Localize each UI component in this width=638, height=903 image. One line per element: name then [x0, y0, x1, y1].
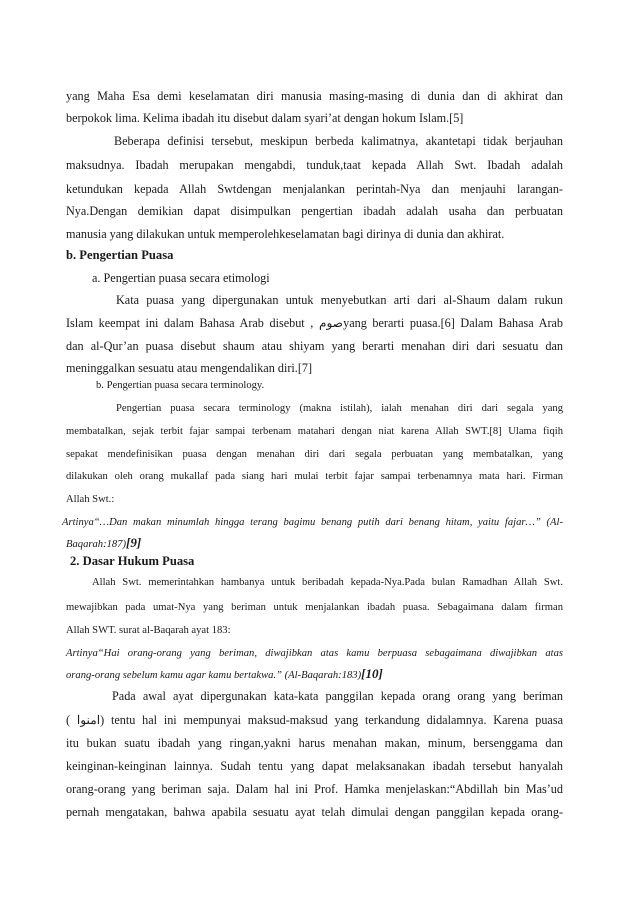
text-line: maksudnya. Ibadah merupakan mengabdi, tunduk,taat kepada Allah Swt. Ibadah adalah [66, 158, 563, 172]
quote-line [66, 666, 563, 684]
paragraph-first-line: Allah Swt. memerintahkan hambanya untuk beribadah kepada-Nya.Pada bulan Ramadhan Allah Swt. [92, 577, 563, 588]
text-line: ( امنوا) tentu hal ini mempunyai maksud-maksud yang terkandung didalamnya. Karena puasa [66, 713, 563, 727]
paragraph-first-line: Kata puasa yang dipergunakan untuk menyebutkan arti dari al-Shaum dalam rukun [116, 293, 563, 307]
section-heading: b. Pengertian Puasa [66, 248, 174, 262]
text-line: Nya.Dengan demikian dapat disimpulkan pengertian ibadah adalah usaha dan perbuatan [66, 204, 563, 218]
text-line: dan al-Qur’an puasa disebut shaum atau shiyam yang berarti menahan diri dari sesuatu dan [66, 339, 563, 353]
subsection-heading: a. Pengertian puasa secara etimologi [92, 271, 270, 285]
text-line: meninggalkan sesuatu atau mengendalikan diri.[7] [66, 361, 313, 375]
quote-line: Artinya“…Dan makan minumlah hingga terang bagimu benang putih dari benang hitam, yaitu fajar…” (Al- [62, 517, 563, 528]
text-line: membatalkan, sejak terbit fajar sampai terbenam matahari dengan niat karena Allah SWT.[8] Ulama fiqih [66, 426, 563, 437]
footnote-ref: [9] [126, 535, 142, 550]
text-line: keinginan-keinginan lainnya. Sudah tentu yang dapat melaksanakan ibadah tersebut hanyalah [66, 759, 563, 773]
subsection-heading: b. Pengertian puasa secara terminology. [96, 380, 265, 391]
paragraph-first-line: Pada awal ayat dipergunakan kata-kata panggilan kepada orang orang yang beriman [112, 689, 563, 703]
text-line: Allah Swt.: [66, 494, 115, 505]
text-line: mewajibkan pada umat-Nya yang beriman untuk menjalankan ibadah puasa. Sebagaimana dalam firman [66, 602, 563, 613]
text-line: sepakat mendefinisikan puasa dengan menahan diri dari segala perbuatan yang membatalkan, yang [66, 449, 563, 460]
text-line: yang Maha Esa demi keselamatan diri manusia masing-masing di dunia dan di akhirat dan [66, 89, 563, 103]
text-line: Islam keempat ini dalam Bahasa Arab disebut , صومyang berarti puasa.[6] Dalam Bahasa Arab [66, 316, 564, 330]
quote-line [66, 535, 563, 553]
paragraph-first-line: Pengertian puasa secara terminology (makna istilah), ialah menahan diri dari segala yang [116, 403, 563, 414]
text-line: orang-orang yang beriman saja. Dalam hal ini Prof. Hamka menjelaskan:“Abdillah bin Mas’ud [66, 782, 563, 796]
text-line: Allah SWT. surat al-Baqarah ayat 183: [66, 625, 231, 636]
section-heading: 2. Dasar Hukum Puasa [70, 554, 195, 568]
quote-line: Artinya“Hai orang-orang yang beriman, diwajibkan atas kamu berpuasa sebagaimana diwajibkan atas [66, 648, 563, 659]
text-line: pernah mengatakan, bahwa apabila sesuatu ayat telah dimulai dengan panggilan kepada orang- [66, 805, 563, 819]
footnote-ref: [10] [361, 666, 383, 681]
quote-citation: Baqarah:187) [66, 539, 127, 550]
quote-citation: orang-orang sebelum kamu agar kamu bertakwa.” (Al-Baqarah:183) [66, 670, 362, 681]
paragraph-first-line: Beberapa definisi tersebut, meskipun berbeda kalimatnya, akantetapi tidak berjauhan [114, 134, 563, 148]
text-line: itu bukan suatu ibadah yang ringan,yakni harus menahan makan, minum, bersenggama dan [66, 736, 563, 750]
text-line: ketundukan kepada Allah Swtdengan menjalankan perintah-Nya dan menjauhi larangan- [66, 182, 563, 196]
text-line: manusia yang dilakukan untuk memperolehkeselamatan bagi dirinya di dunia dan akhirat. [66, 227, 505, 241]
text-line: berpokok lima. Kelima ibadah itu disebut dalam syari’at dengan hokum Islam.[5] [66, 111, 464, 125]
text-line: dilakukan oleh orang mukallaf pada siang hari mulai terbit fajar sampai terbenamnya mata hari. Firman [66, 471, 563, 482]
